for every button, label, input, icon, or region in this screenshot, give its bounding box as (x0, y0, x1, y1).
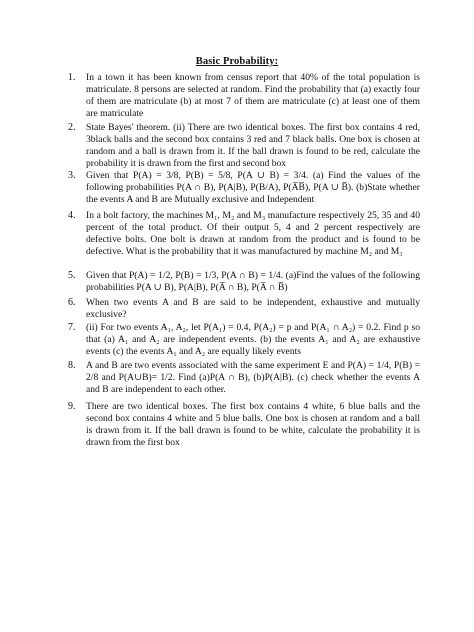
question-text: Given that P(A) = 3/8, P(B) = 5/8, P(A ∪ B) = 3/4. (a) Find the values of the following probabilities P(A ∩ B), P(A|B), P(B/A), P(A̅B̅), P(A ∪ B̅). (b)State whether the events A and B are Mutually exclusive and Independent (86, 170, 420, 206)
question-text: State Bayes' theorem. (ii) There are two identical boxes. The first box contains 4 red, 3black balls and the second box contains 3 red and 7 black balls. One box is chosen at random and a ball is drawn from it. If the ball drawn is found to be red, calculate the probability it is drawn from the first and second box (86, 122, 420, 170)
question-number: 9. (68, 401, 76, 412)
question-number: 1. (68, 72, 76, 83)
question-number: 7. (68, 322, 76, 333)
question-number: 8. (68, 360, 76, 371)
question-text: Given that P(A) = 1/2, P(B) = 1/3, P(A ∩ B) = 1/4. (a)Find the values of the following probabilities P(A ∪ B), P(A|B), P(A̅ ∩ B), P(A̅ ∩ B̅) (86, 270, 420, 294)
question-number: 5. (68, 270, 76, 281)
question-number: 6. (68, 297, 76, 308)
question-text: In a town it has been known from census report that 40% of the total population is matriculate. 8 persons are selected at random. Find the probability that (a) exactly four of them are matriculate (b) at most 7 of them are matriculate (c) at least one of them are matriculate (86, 72, 420, 120)
document-title: Basic Probability: (195, 56, 279, 67)
question-text: In a bolt factory, the machines M₁, M₂ and M₃ manufacture respectively 25, 35 and 40 percent of the total product. Of their output 5, 4 and 2 percent respectively are defective bolts. One bolt is drawn at random from the product and is found to be defective. What is the probability that it was manufactured by machine M₂ and M₃ (86, 210, 420, 258)
question-text: (ii) For two events A₁, A₂, let P(A₁) = 0.4, P(A₂) = p and P(A₁ ∩ A₂) = 0.2. Find p so that (a) A₁ and A₂ are independent events. (b) the events A₁ and A₂ are exhaustive events (c) the events A₁ and A₂ are equally likely events (86, 322, 420, 358)
question-text: When two events A and B are said to be independent, exhaustive and mutually exclusive? (86, 297, 420, 321)
question-text: A and B are two events associated with the same experiment E and P(A) = 1/4, P(B) = 2/8 and P(A∪B)= 1/2. Find (a)P(A ∩ B), (b)P(A|B). (c) check whether the events A and B are independent to each other. (86, 360, 420, 396)
question-number: 3. (68, 170, 76, 181)
question-text: There are two identical boxes. The first box contains 4 white, 6 blue balls and the second box contains 4 white and 5 blue balls. One box is chosen at random and a ball is drawn from it. If the ball drawn is found to be white, calculate the probability it is drawn from the first box (86, 401, 420, 449)
question-number: 2. (68, 122, 76, 133)
question-number: 4. (68, 210, 76, 221)
